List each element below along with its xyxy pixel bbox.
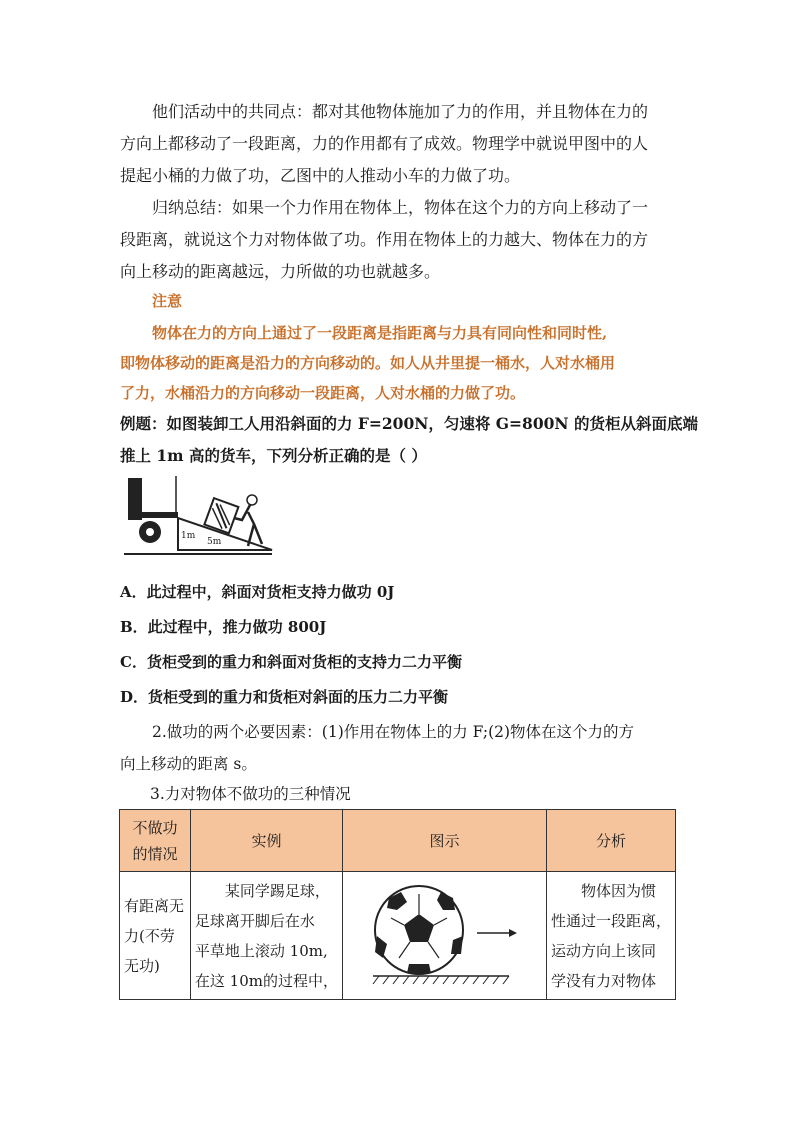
height-label: 1m — [181, 531, 196, 541]
cell-analysis: 物体因为惯 性通过一段距离， 运动方向上该同 学没有力对物体 — [546, 872, 675, 1000]
slope-label: 5m — [207, 537, 222, 547]
wheel-hub — [146, 528, 154, 536]
worker-body — [234, 505, 262, 546]
paragraph-common-points — [120, 96, 680, 192]
cases-title: 3.力对物体不做功的三种情况 — [150, 785, 351, 803]
option-d[interactable]: D．货柜受到的重力和货柜对斜面的压力二力平衡 — [120, 688, 449, 706]
note-title: 注意 — [152, 292, 183, 310]
text-line: 2.做功的两个必要因素：(1)作用在物体上的力 F;(2)物体在这个力的方 — [152, 723, 635, 741]
text-line: 提起小桶的力做了功，乙图中的人推动小车的力做了功。 — [120, 166, 521, 185]
text-line: 例题：如图装卸工人用沿斜面的力 F=200N，匀速将 G=800N 的货柜从斜面底端 — [120, 414, 698, 433]
ramp-figure — [122, 472, 274, 562]
cell-diagram — [343, 872, 547, 1000]
table-header-row — [120, 810, 676, 872]
cell-situation: 有距离无 力(不劳 无功) — [120, 872, 191, 1000]
text-line: 归纳总结：如果一个力作用在物体上，物体在这个力的方向上移动了一 — [152, 198, 649, 217]
option-b[interactable]: B．此过程中，推力做功 800J — [120, 618, 327, 636]
paragraph-summary — [120, 192, 680, 288]
cell-example: 某同学踢足球， 足球离开脚后在水 平草地上滚动 10m, 在这 10m的过程中， — [190, 872, 342, 1000]
text-line: 向上移动的距离越远，力所做的功也就越多。 — [120, 262, 441, 281]
text-line: 物体在力的方向上通过了一段距离是指距离与力具有同向性和同时性, — [152, 324, 608, 342]
ball-patch — [407, 964, 431, 973]
text-line: 即物体移动的距离是沿力的方向移动的。如人从井里提一桶水，人对水桶用 — [120, 354, 616, 372]
text-line: 他们活动中的共同点：都对其他物体施加了力的作用，并且物体在力的 — [152, 102, 649, 121]
text-line: 了力，水桶沿力的方向移动一段距离，人对水桶的力做了功。 — [120, 384, 526, 402]
header-analysis: 分析 — [546, 810, 675, 872]
header-diagram: 图示 — [343, 810, 547, 872]
header-example: 实例 — [190, 810, 342, 872]
text-line: 向上移动的距离 s。 — [120, 755, 257, 773]
cases-table — [119, 809, 676, 1000]
text-line: 方向上都移动了一段距离，力的作用都有了成效。物理学中就说甲图中的人 — [120, 134, 649, 153]
text-line: 段距离，就说这个力对物体做了功。作用在物体上的力越大、物体在力的方 — [120, 230, 649, 249]
example-question — [120, 408, 698, 472]
arrow-head — [509, 929, 517, 937]
table-row — [120, 872, 676, 1000]
note-body — [120, 318, 680, 408]
work-factors — [120, 716, 680, 780]
option-a[interactable]: A．此过程中，斜面对货柜支持力做功 0J — [120, 583, 395, 601]
ground-hatch — [373, 976, 509, 984]
worker-head — [247, 495, 257, 505]
header-situation: 不做功 的情况 — [120, 810, 191, 872]
truck-bed — [128, 512, 178, 518]
text-line: 推上 1m 高的货车，下列分析正确的是（ ） — [120, 446, 427, 465]
option-c[interactable]: C．货柜受到的重力和斜面对货柜的支持力二力平衡 — [120, 653, 462, 671]
rolling-ball-figure — [359, 878, 529, 994]
